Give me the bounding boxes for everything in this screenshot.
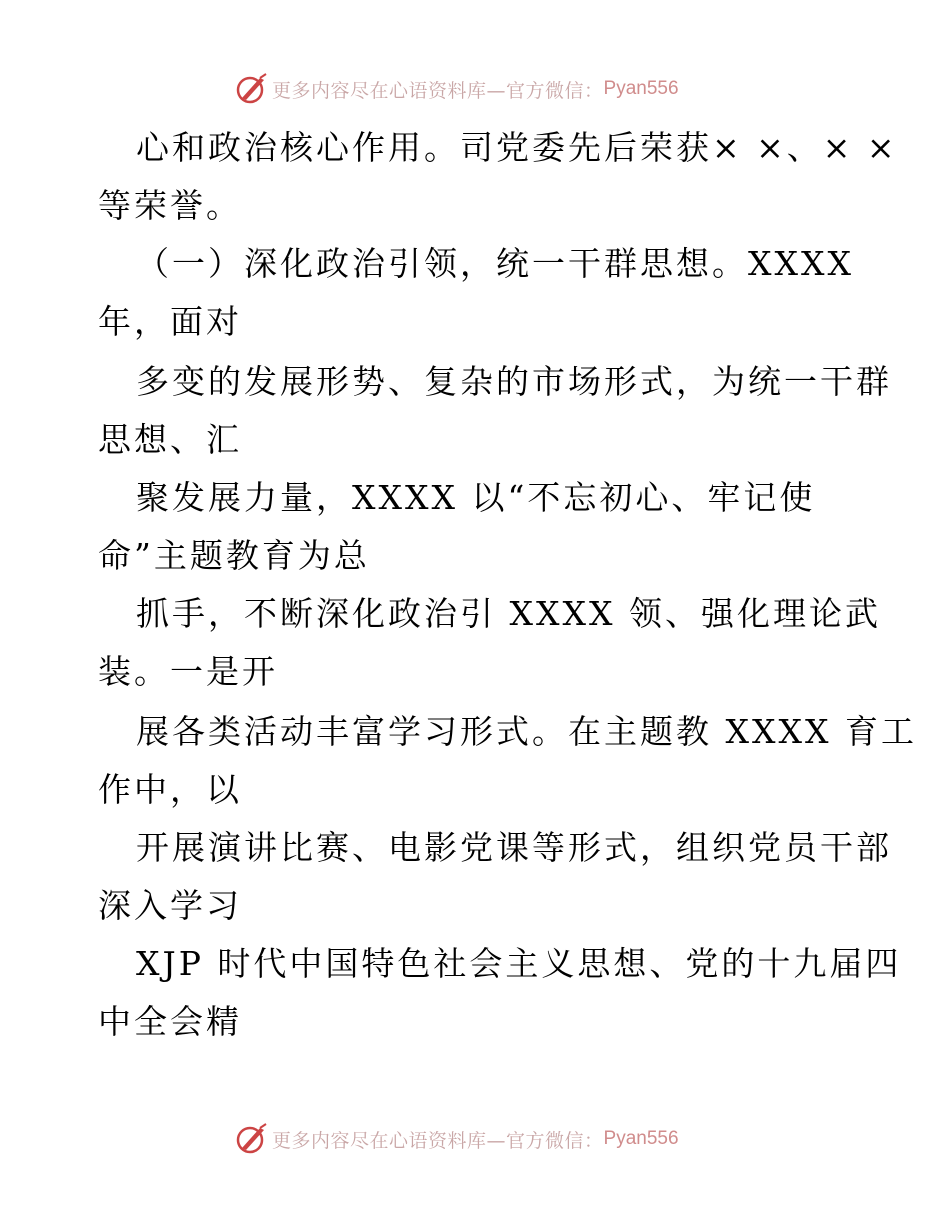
text-line: 作中，以	[98, 770, 242, 809]
text-line: 展各类活动丰富学习形式。在主题教 XXXX 育工	[136, 712, 917, 751]
text-line: 开展演讲比赛、电影党课等形式，组织党员干部	[136, 828, 892, 867]
text-line: 聚发展力量，XXXX 以“不忘初心、牢记使	[136, 478, 816, 517]
text-line: 命”主题教育为总	[98, 536, 370, 575]
text-line: 心和政治核心作用。司党委先后荣获× ×、× ×	[136, 128, 898, 167]
text-line: 深入学习	[98, 886, 242, 925]
text-line: XJP 时代中国特色社会主义思想、党的十九届四	[136, 944, 902, 983]
text-line: 抓手，不断深化政治引 XXXX 领、强化理论武	[136, 594, 881, 633]
text-line: 年，面对	[98, 302, 242, 341]
text-line: 中全会精	[98, 1002, 242, 1041]
quill-logo-icon	[234, 72, 268, 106]
watermark-text: 更多内容尽在心语资料库—官方微信：	[272, 79, 604, 102]
watermark-text: 更多内容尽在心语资料库—官方微信：	[272, 1129, 604, 1152]
text-line: 多变的发展形势、复杂的市场形式，为统一干群	[136, 362, 892, 401]
quill-logo-icon	[234, 1122, 268, 1156]
text-line: （一）深化政治引领，统一干群思想。XXXX	[136, 244, 854, 283]
text-line: 装。一是开	[98, 652, 278, 691]
text-line: 思想、汇	[98, 420, 242, 459]
watermark-handle: Pyan556	[603, 78, 679, 99]
watermark-header	[234, 72, 679, 106]
text-line: 等荣誉。	[98, 186, 242, 225]
watermark-handle: Pyan556	[603, 1128, 679, 1149]
watermark-footer	[234, 1122, 679, 1156]
